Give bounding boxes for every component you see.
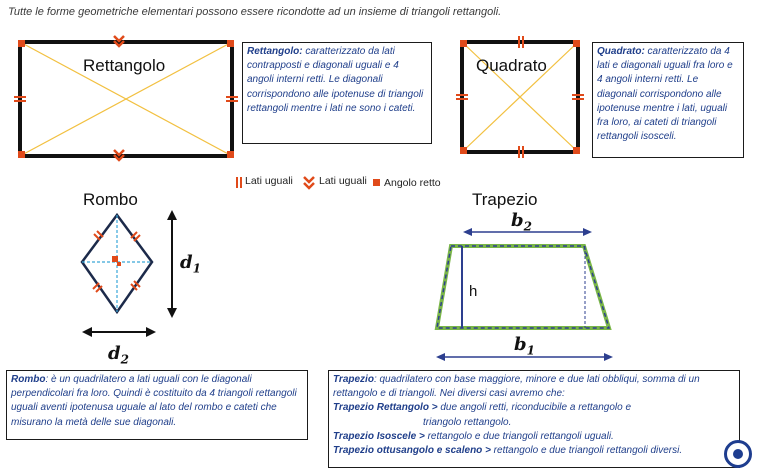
rectangle-description: Rettangolo: caratterizzato da lati contrapposti e diagonali uguali e 4 angoli interni retti. Le diagonali corrispondono alle ipotenuse di triangoli rettangoli mentre i lati ne sono i cateti. (242, 42, 432, 144)
legend-equal-sides-zigzag-label: Lati uguali (319, 175, 367, 187)
b1-label: $b_1$ (514, 334, 535, 358)
school-logo-icon (724, 440, 752, 468)
d2-label: $d_2$ (108, 343, 129, 367)
rhombus-title: Rombo (83, 190, 138, 209)
height-label: h (469, 283, 478, 300)
rhombus-description: Rombo: è un quadrilatero a lati uguali con le diagonali perpendicolari fra loro. Quindi è costituito da 4 triangoli rettangoli uguali aventi ipotenusa uguale al lato del rombo e cateti che misurano la metà delle sue diagonali. (6, 370, 308, 440)
rectangle-title: Rettangolo (83, 56, 166, 75)
legend-equal-sides-label: Lati uguali (245, 175, 293, 187)
trapezoid-description: Trapezio: quadrilatero con base maggiore, minore e due lati obbliqui, somma di un rettangolo e di triangoli. Nei diversi casi avremo che: Trapezio Rettangolo > due angoli retti, riconducibile a rettangolo e triangolo rettangolo. Trapezio Isoscele > rettangolo e due triangoli rettangoli uguali. Trapezio ottusangolo e scaleno > rettangolo e due triangoli rettangoli diversi. (328, 370, 740, 468)
rhombus-figure (82, 210, 177, 337)
d1-label: $d_1$ (180, 252, 201, 276)
square-figure (456, 36, 584, 158)
b2-label: $b_2$ (511, 210, 532, 234)
square-title: Quadrato (476, 56, 547, 75)
trapezoid-title: Trapezio (472, 190, 538, 209)
square-description: Quadrato: caratterizzato da 4 lati e diagonali uguali fra loro e 4 angoli interni retti. Le diagonali corrispondono alle ipotenuse mentre i lati, uguali fra loro, ai cateti di triangoli rettangoli isosceli. (592, 42, 744, 158)
legend-right-angle-label: Angolo retto (384, 177, 441, 189)
rectangle-figure (14, 36, 238, 160)
intro-text: Tutte le forme geometriche elementari possono essere ricondotte ad un insieme di triangoli rettangoli. (8, 6, 502, 18)
